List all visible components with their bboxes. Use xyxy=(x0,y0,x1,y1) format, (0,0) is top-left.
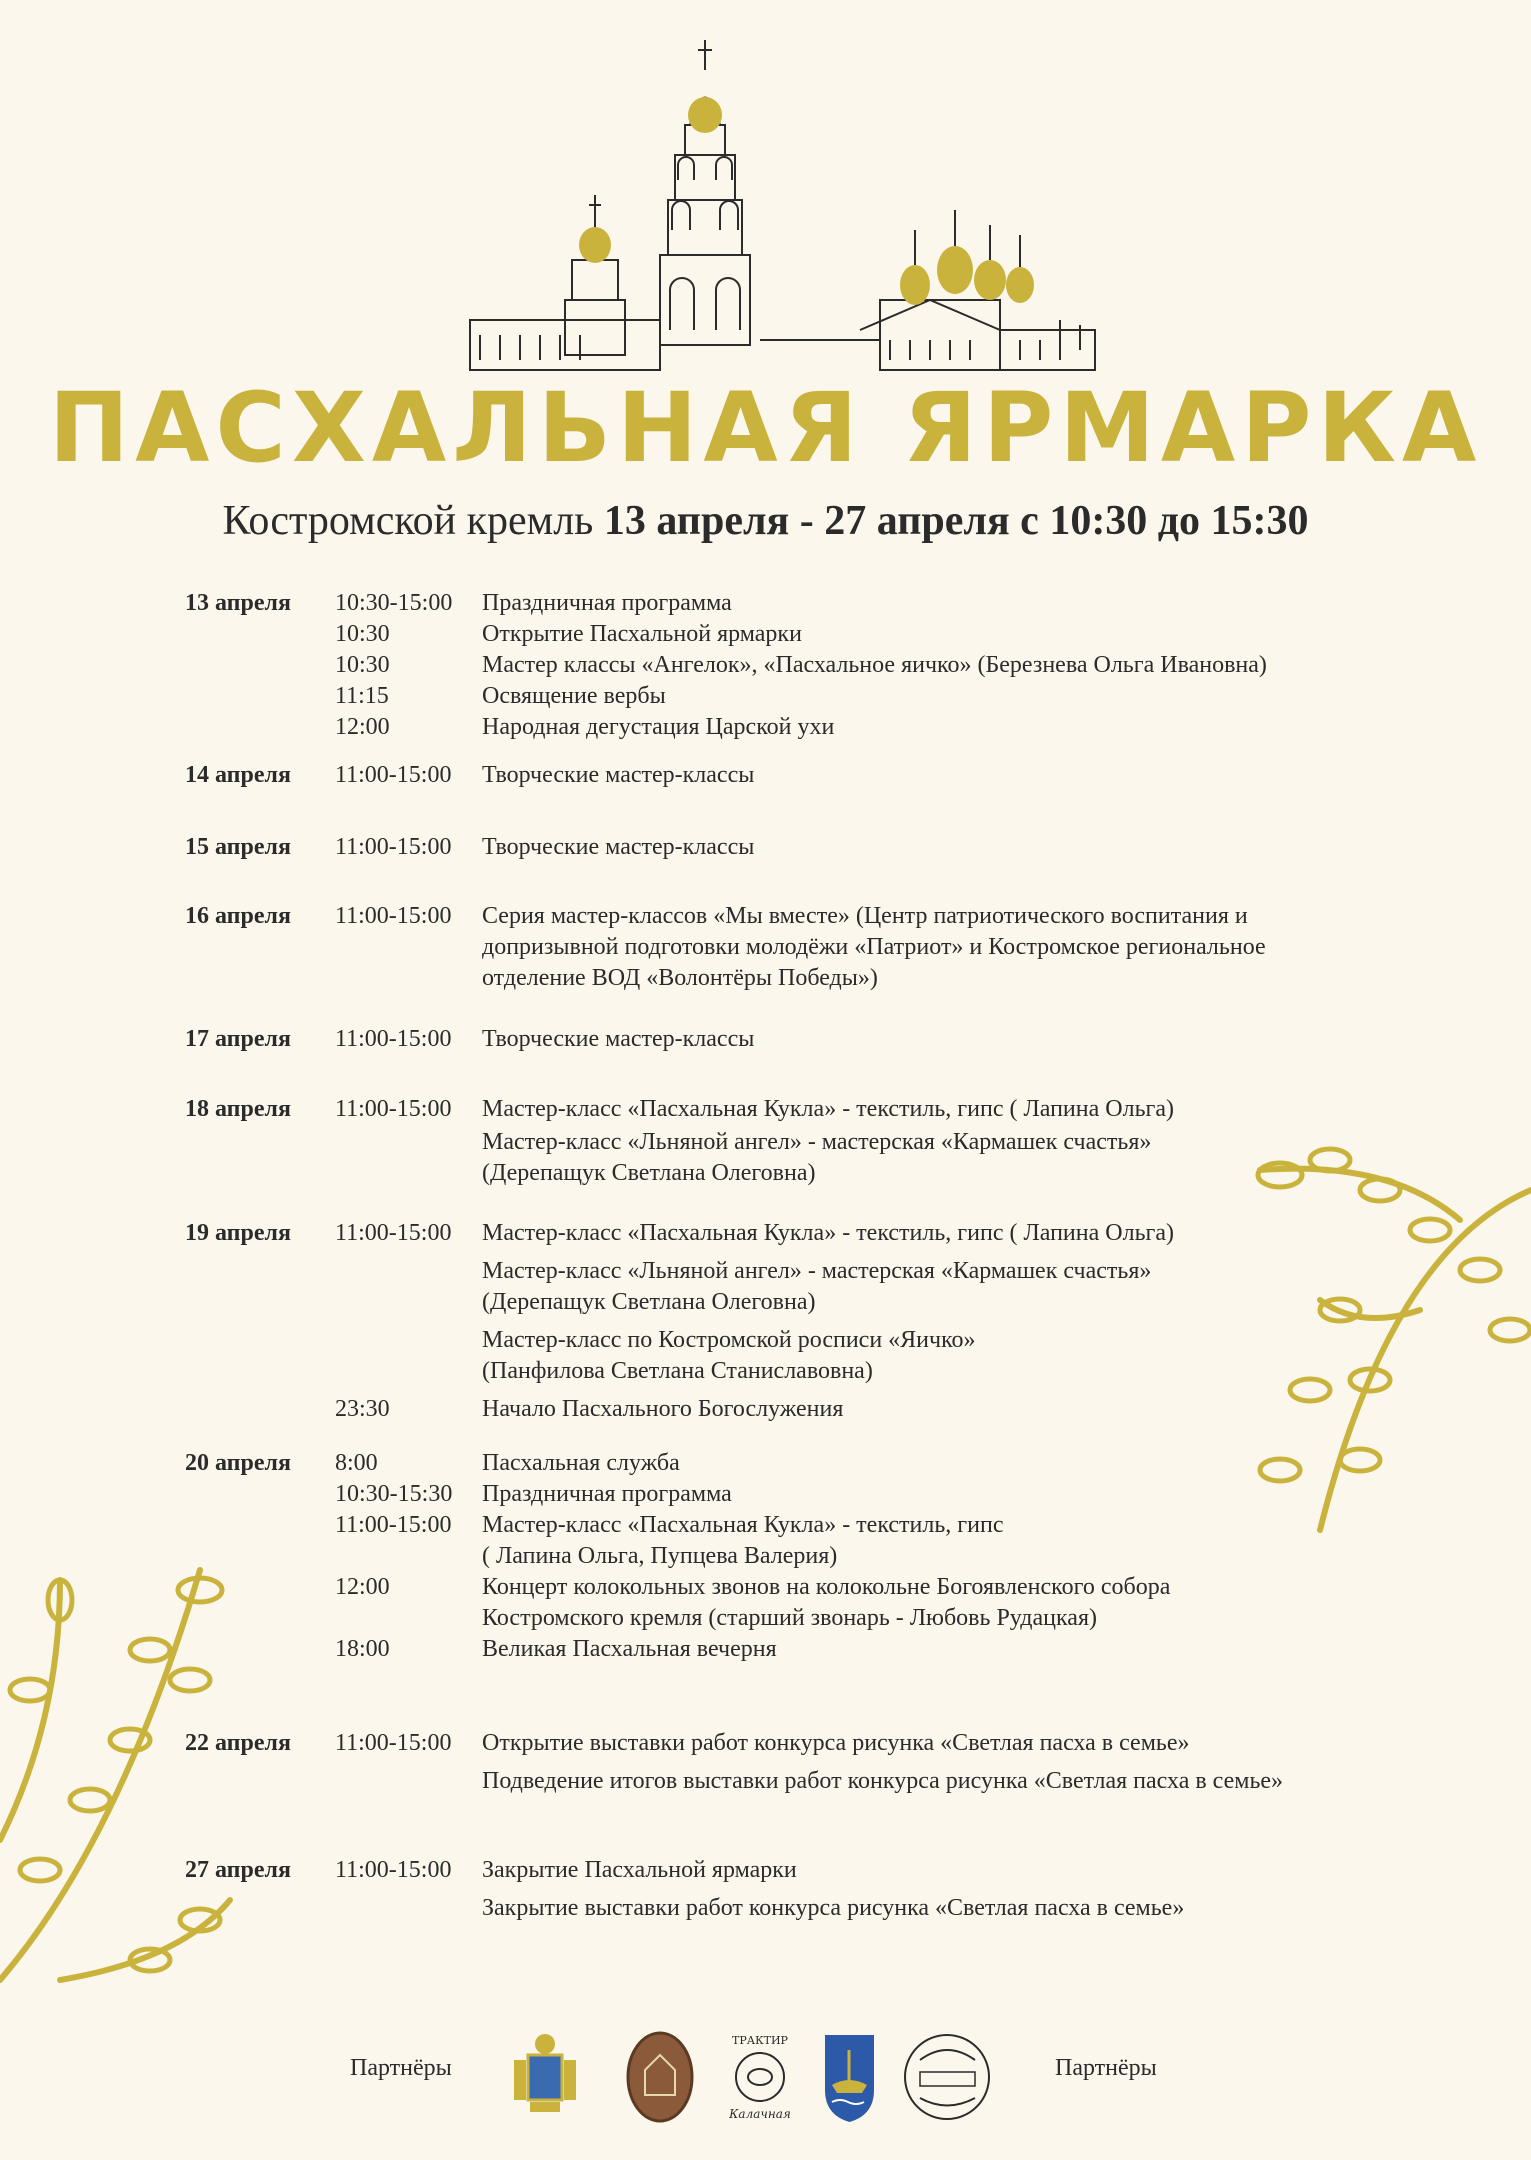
schedule-time: 11:00-15:00 xyxy=(335,903,452,929)
schedule-date: 14 апреля xyxy=(185,762,291,788)
schedule-time: 10:30-15:30 xyxy=(335,1481,453,1507)
schedule-row xyxy=(185,1450,1385,1480)
schedule-event-text: ( Лапина Ольга, Пупцева Валерия) xyxy=(482,1543,838,1569)
schedule-date: 16 апреля xyxy=(185,903,291,929)
schedule-event-text: отделение ВОД «Волонтёры Победы») xyxy=(482,965,878,991)
schedule-date: 18 апреля xyxy=(185,1096,291,1122)
schedule-event-text: Народная дегустация Царской ухи xyxy=(482,714,835,740)
schedule-row xyxy=(185,652,1385,682)
schedule-row xyxy=(185,1605,1385,1635)
schedule-time: 11:00-15:00 xyxy=(335,1857,452,1883)
schedule-date: 22 апреля xyxy=(185,1730,291,1756)
schedule-time: 18:00 xyxy=(335,1636,390,1662)
willow-branch-decoration-left xyxy=(0,1540,280,2000)
schedule-row xyxy=(185,1026,1385,1056)
schedule-row xyxy=(185,683,1385,713)
schedule-row xyxy=(185,1768,1385,1798)
schedule-date: 17 апреля xyxy=(185,1026,291,1052)
schedule-event-text: Мастер-класс «Льняной ангел» - мастерская «Кармашек счастья» xyxy=(482,1258,1152,1284)
schedule-row xyxy=(185,934,1385,964)
kremlin-illustration xyxy=(460,30,1100,375)
svg-text:Калачная: Калачная xyxy=(729,2107,791,2121)
schedule-event-text: Открытие выставки работ конкурса рисунка «Светлая пасха в семье» xyxy=(482,1730,1190,1756)
schedule-time: 12:00 xyxy=(335,1574,390,1600)
schedule-row xyxy=(185,903,1385,933)
kostroma-region-emblem-logo xyxy=(510,2030,580,2125)
schedule-row xyxy=(185,1895,1385,1925)
schedule-row xyxy=(185,1512,1385,1542)
schedule-time: 10:30-15:00 xyxy=(335,590,453,616)
schedule-event-text: Костромского кремля (старший звонарь - Любовь Рудацкая) xyxy=(482,1605,1097,1631)
schedule-row xyxy=(185,1289,1385,1319)
schedule-time: 11:00-15:00 xyxy=(335,1220,452,1246)
schedule-time: 12:00 xyxy=(335,714,390,740)
schedule-row xyxy=(185,965,1385,995)
schedule-event-text: Великая Пасхальная вечерня xyxy=(482,1636,777,1662)
schedule-date: 13 апреля xyxy=(185,590,291,616)
schedule-event-text: Мастер-класс «Льняной ангел» - мастерская «Кармашек счастья» xyxy=(482,1129,1152,1155)
schedule-event-text: Мастер-класс «Пасхальная Кукла» - текстиль, гипс xyxy=(482,1512,1004,1538)
schedule-row xyxy=(185,1160,1385,1190)
svg-text:ТРАКТИР: ТРАКТИР xyxy=(732,2034,788,2047)
page-subtitle xyxy=(0,497,1531,545)
schedule-time: 11:00-15:00 xyxy=(335,1096,452,1122)
schedule-event-text: Закрытие Пасхальной ярмарки xyxy=(482,1857,797,1883)
schedule-time: 23:30 xyxy=(335,1396,390,1422)
schedule-time: 11:00-15:00 xyxy=(335,1730,452,1756)
schedule-row xyxy=(185,1358,1385,1388)
schedule-event-text: (Дерепащук Светлана Олеговна) xyxy=(482,1160,816,1186)
schedule-row xyxy=(185,834,1385,864)
kostroma-kremlin-logo xyxy=(625,2030,695,2125)
schedule-event-text: Освящение вербы xyxy=(482,683,666,709)
schedule-time: 11:00-15:00 xyxy=(335,1512,452,1538)
page-title: ПАСХАЛЬНАЯ ЯРМАРКА xyxy=(48,372,1483,484)
schedule-time: 10:30 xyxy=(335,652,390,678)
schedule-time: 11:15 xyxy=(335,683,389,709)
schedule-event-text: Праздничная программа xyxy=(482,590,732,616)
schedule-event-text: Мастер-класс по Костромской росписи «Яичко» xyxy=(482,1327,976,1353)
schedule-row xyxy=(185,1258,1385,1288)
schedule-row xyxy=(185,1636,1385,1666)
schedule-event-text: Начало Пасхального Богослужения xyxy=(482,1396,844,1422)
schedule-row xyxy=(185,1096,1385,1126)
schedule-row xyxy=(185,1481,1385,1511)
schedule-event-text: Творческие мастер-классы xyxy=(482,834,755,860)
schedule-row xyxy=(185,762,1385,792)
schedule-row xyxy=(185,1396,1385,1426)
schedule-event-text: Открытие Пасхальной ярмарки xyxy=(482,621,802,647)
schedule-event-text: допризывной подготовки молодёжи «Патриот» и Костромское региональное xyxy=(482,934,1266,960)
schedule-event-text: Праздничная программа xyxy=(482,1481,732,1507)
schedule-event-text: Мастер-класс «Пасхальная Кукла» - текстиль, гипс ( Лапина Ольга) xyxy=(482,1096,1175,1122)
schedule-row xyxy=(185,1220,1385,1250)
kostroma-city-coat-of-arms-logo xyxy=(822,2030,877,2125)
traktir-kalachnaya-logo xyxy=(715,2030,805,2125)
schedule-event-text: (Панфилова Светлана Станиславовна) xyxy=(482,1358,873,1384)
schedule-event-text: (Дерепащук Светлана Олеговна) xyxy=(482,1289,816,1315)
schedule-event-text: Мастер классы «Ангелок», «Пасхальное яичко» (Березнева Ольга Ивановна) xyxy=(482,652,1267,678)
schedule-row xyxy=(185,714,1385,744)
subtitle-place: Костромской кремль xyxy=(222,498,594,544)
schedule-event-text: Мастер-класс «Пасхальная Кукла» - текстиль, гипс ( Лапина Ольга) xyxy=(482,1220,1175,1246)
schedule-event-text: Закрытие выставки работ конкурса рисунка «Светлая пасха в семье» xyxy=(482,1895,1185,1921)
schedule-event-text: Творческие мастер-классы xyxy=(482,1026,755,1052)
schedule-row xyxy=(185,1574,1385,1604)
partners-label-right: Партнёры xyxy=(1055,2055,1157,2081)
schedule-row xyxy=(185,621,1385,651)
schedule-row xyxy=(185,1543,1385,1573)
subtitle-dates: 13 апреля - 27 апреля с 10:30 до 15:30 xyxy=(603,498,1309,544)
schedule-row xyxy=(185,1857,1385,1887)
schedule-event-text: Пасхальная служба xyxy=(482,1450,680,1476)
schedule-row xyxy=(185,1327,1385,1357)
schedule-date: 20 апреля xyxy=(185,1450,291,1476)
willow-branch-decoration xyxy=(1240,1130,1531,1550)
schedule-event-text: Серия мастер-классов «Мы вместе» (Центр патриотического воспитания и xyxy=(482,903,1248,929)
schedule-row xyxy=(185,1730,1385,1760)
schedule-row xyxy=(185,590,1385,620)
schedule-time: 8:00 xyxy=(335,1450,378,1476)
culinary-association-logo xyxy=(900,2030,995,2125)
schedule-date: 15 апреля xyxy=(185,834,291,860)
schedule-date: 27 апреля xyxy=(185,1857,291,1883)
schedule-event-text: Подведение итогов выставки работ конкурса рисунка «Светлая пасха в семье» xyxy=(482,1768,1284,1794)
schedule-time: 11:00-15:00 xyxy=(335,762,452,788)
schedule-date: 19 апреля xyxy=(185,1220,291,1246)
partners-label-left: Партнёры xyxy=(350,2055,452,2081)
schedule-time: 11:00-15:00 xyxy=(335,1026,452,1052)
schedule-event-text: Концерт колокольных звонов на колокольне Богоявленского собора xyxy=(482,1574,1171,1600)
schedule-row xyxy=(185,1129,1385,1159)
schedule-time: 11:00-15:00 xyxy=(335,834,452,860)
schedule-time: 10:30 xyxy=(335,621,390,647)
schedule-event-text: Творческие мастер-классы xyxy=(482,762,755,788)
